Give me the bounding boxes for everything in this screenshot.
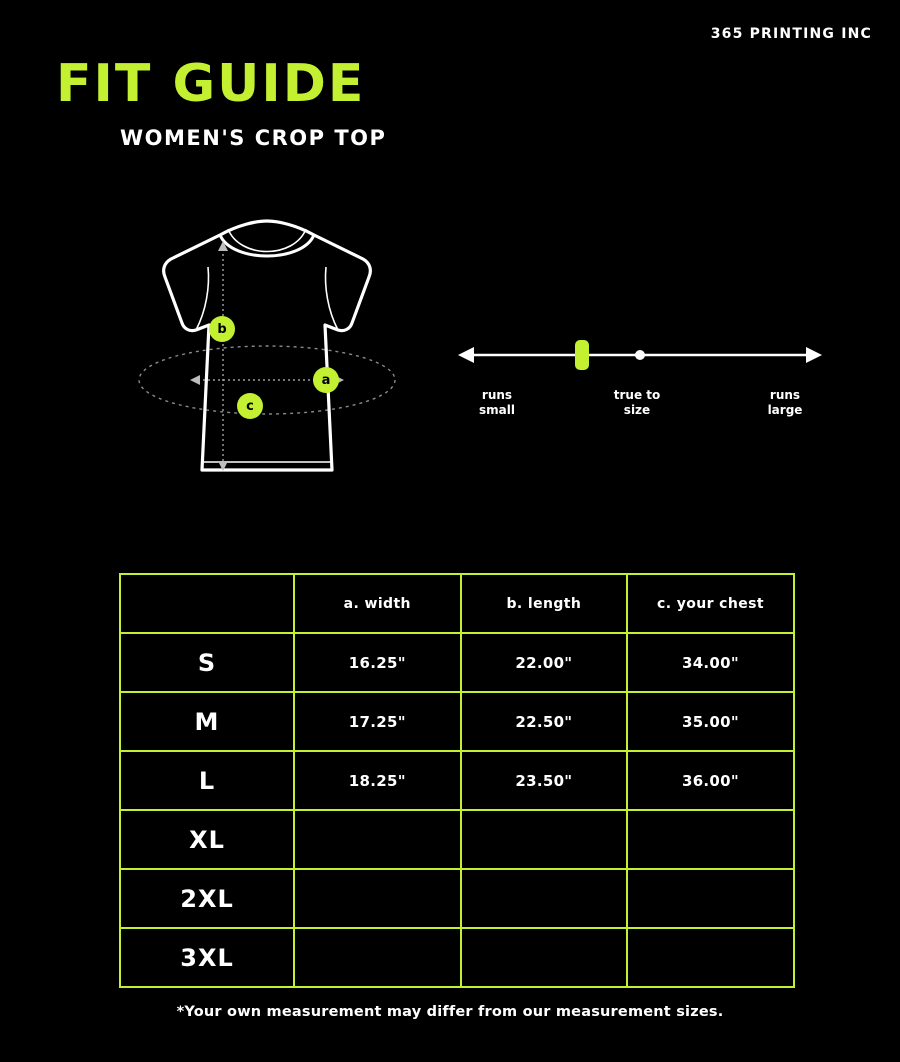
cell-3xl-length <box>461 928 628 987</box>
fit-scale-label-large <box>740 388 830 418</box>
marker-b: b <box>209 316 235 342</box>
table-row <box>120 810 794 869</box>
row-size-2xl: 2XL <box>120 869 294 928</box>
cell-2xl-chest <box>627 869 794 928</box>
column-header-length: b. length <box>461 574 628 633</box>
fit-scale-label-large-line2: large <box>767 403 803 417</box>
garment-diagram <box>120 215 440 505</box>
cell-l-length: 23.50" <box>461 751 628 810</box>
cell-3xl-width <box>294 928 461 987</box>
fit-scale-label-true-line1: true to <box>613 388 661 402</box>
fit-scale-label-small-line1: runs <box>481 388 513 402</box>
brand-name: 365 PRINTING INC <box>710 26 872 42</box>
cell-m-chest: 35.00" <box>627 692 794 751</box>
cell-m-length: 22.50" <box>461 692 628 751</box>
row-size-l: L <box>120 751 294 810</box>
cell-2xl-length <box>461 869 628 928</box>
size-table-container <box>119 573 793 988</box>
cell-m-width: 17.25" <box>294 692 461 751</box>
fit-scale-label-small <box>452 388 542 418</box>
table-row <box>120 633 794 692</box>
table-row <box>120 692 794 751</box>
fit-scale-label-true-line2: size <box>623 403 651 417</box>
cell-l-width: 18.25" <box>294 751 461 810</box>
cell-xl-chest <box>627 810 794 869</box>
page-title: FIT GUIDE <box>56 54 366 114</box>
column-header-chest: c. your chest <box>627 574 794 633</box>
column-header-size <box>120 574 294 633</box>
crop-top-illustration <box>120 215 440 505</box>
fit-scale-label-true <box>592 388 682 418</box>
cell-s-width: 16.25" <box>294 633 461 692</box>
row-size-s: S <box>120 633 294 692</box>
row-size-xl: XL <box>120 810 294 869</box>
fit-scale <box>450 325 830 435</box>
cell-xl-width <box>294 810 461 869</box>
size-table <box>119 573 795 988</box>
table-row <box>120 751 794 810</box>
cell-s-length: 22.00" <box>461 633 628 692</box>
marker-c: c <box>237 393 263 419</box>
fit-scale-axis <box>450 325 830 385</box>
cell-xl-length <box>461 810 628 869</box>
marker-a: a <box>313 367 339 393</box>
table-row <box>120 869 794 928</box>
table-row <box>120 928 794 987</box>
fit-scale-label-large-line1: runs <box>769 388 801 402</box>
table-header-row <box>120 574 794 633</box>
column-header-width: a. width <box>294 574 461 633</box>
cell-3xl-chest <box>627 928 794 987</box>
cell-2xl-width <box>294 869 461 928</box>
page-subtitle: WOMEN'S CROP TOP <box>120 126 387 150</box>
cell-l-chest: 36.00" <box>627 751 794 810</box>
row-size-m: M <box>120 692 294 751</box>
fit-scale-label-small-line2: small <box>479 403 515 417</box>
measurement-footnote: *Your own measurement may differ from our measurement sizes. <box>176 1004 724 1020</box>
cell-s-chest: 34.00" <box>627 633 794 692</box>
row-size-3xl: 3XL <box>120 928 294 987</box>
